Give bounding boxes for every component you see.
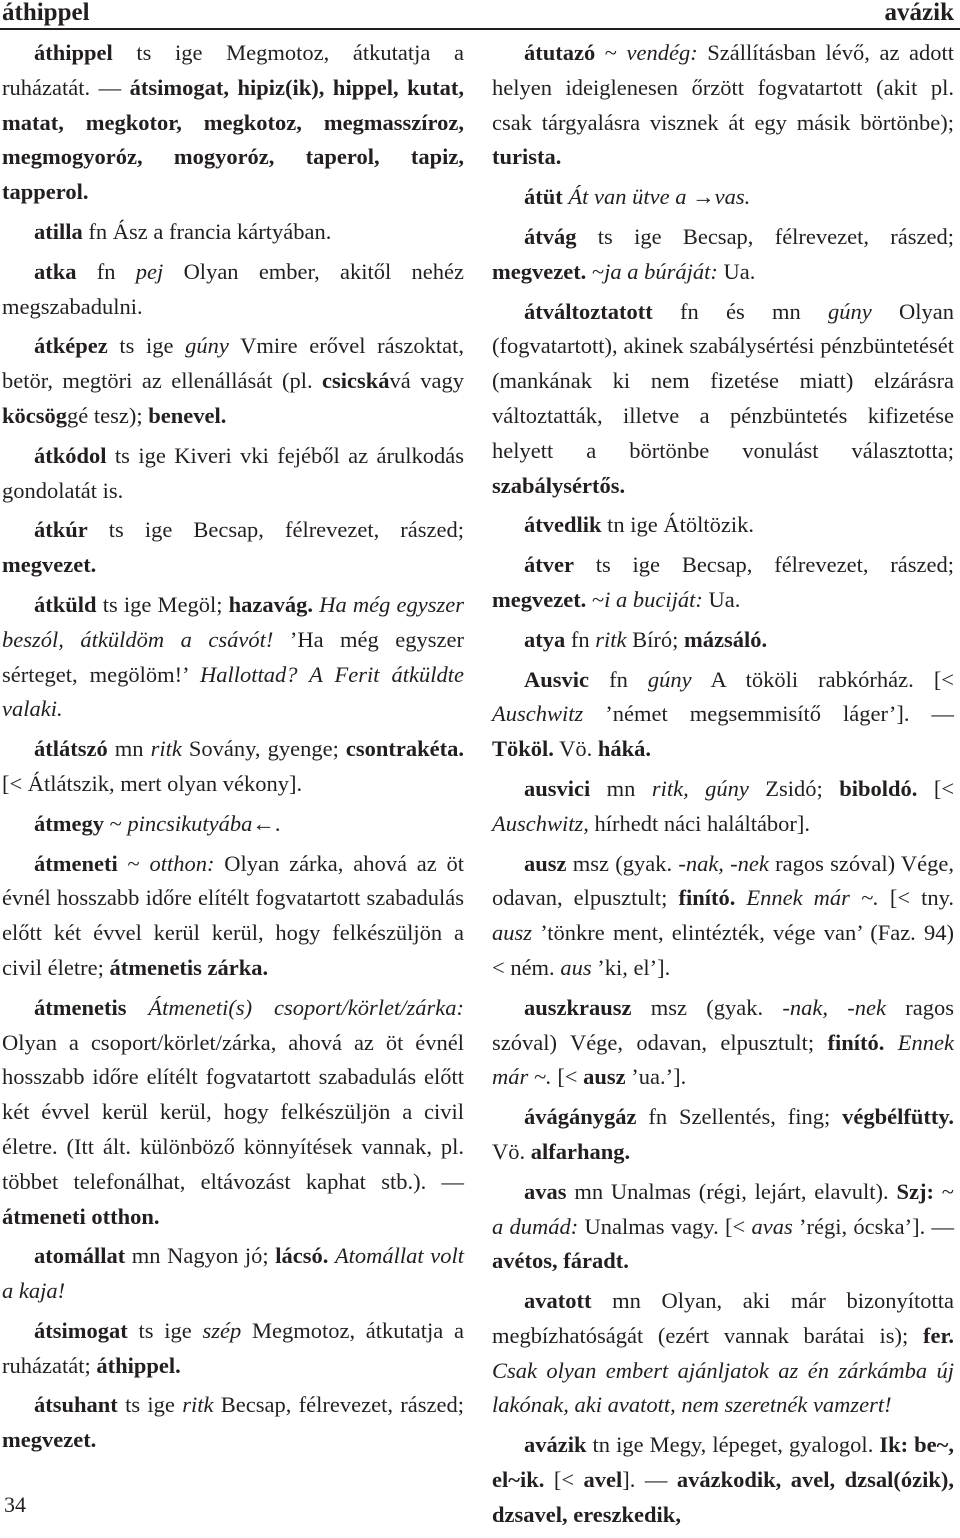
dictionary-entry (492, 991, 954, 1095)
entry-text: [< (917, 775, 955, 801)
entry-bold-text: ausz (583, 1064, 626, 1090)
entry-bold-text: átmenetis (34, 994, 127, 1020)
entry-text: ~ (103, 810, 128, 836)
entry-text: msz (gyak. (631, 994, 783, 1020)
entry-text: ts ige Kiveri vki fejéből az árulkodás gondolatát is. (2, 442, 464, 503)
entry-bold-text: átmeneti (34, 850, 118, 876)
entry-bold-text: alfarhang. (530, 1138, 631, 1164)
entry-italic-text: Auschwitz (492, 701, 584, 727)
entry-bold-text: avatott (524, 1288, 592, 1314)
entry-text: Szállításban lévő, az adott helyen ideiglenesen őrzött fogvatartott (akit pl. csak tárgyalásra visznek át egy másik börtönbe); (492, 40, 954, 135)
entry-text: mn (107, 736, 151, 762)
entry-text (884, 1030, 897, 1055)
entry-text: Becsap, félrevezet, rászed; (213, 1392, 464, 1418)
right-column (492, 36, 954, 1538)
entry-text: ~ (595, 40, 627, 65)
entry-italic-text: Át van ütve a (568, 184, 687, 210)
entry-text: ragos szóval) Vége, odavan, elpusztult; (492, 850, 954, 911)
entry-italic-text: ritk (182, 1392, 214, 1418)
entry-bold-text: átsimogat (34, 1317, 128, 1343)
entry-italic-text: Átmeneti(s) csoport/körlet/zárka: (148, 994, 465, 1020)
entry-text: ←. (252, 810, 281, 836)
entry-bold-text: átsuhant (34, 1392, 118, 1418)
entry-text: ts ige Becsap, félrevezet, rászed; (87, 517, 464, 543)
entry-bold-text: végbélfütty. (842, 1104, 954, 1130)
entry-text: Megmotoz, átkutatja a ruházatát; (2, 1317, 464, 1378)
entry-bold-text: avel (583, 1467, 623, 1493)
dictionary-entry (492, 663, 954, 767)
entry-italic-text: ritk, gúny (651, 775, 749, 801)
entry-bold-text: ávágánygáz (524, 1104, 637, 1130)
entry-italic-text: i a buciját: (604, 586, 703, 612)
entry-text: Olyan ember, akitől nehéz megszabadulni. (2, 258, 464, 319)
dictionary-entry (2, 1239, 464, 1309)
header-right-word: avázik (884, 0, 954, 26)
entry-bold-text: biboldó. (839, 775, 918, 801)
entry-bold-text: megvezet. (2, 1427, 97, 1453)
entry-italic-text: Atomállat volt a kaja! (2, 1243, 464, 1304)
entry-bold-text: csontrakéta. (345, 736, 464, 762)
entry-bold-text: átutazó (524, 40, 596, 65)
entry-bold-text: atilla (34, 218, 83, 244)
entry-bold-text: átmenetis zárka. (109, 954, 269, 980)
entry-bold-text: átvág (524, 223, 577, 249)
entry-text: mn Unalmas (régi, lejárt, elavult). (566, 1178, 897, 1204)
entry-italic-text: ritk (595, 626, 627, 652)
entry-text: ’német megsemmisítő láger’]. — (583, 701, 954, 727)
entry-bold-text: köcsög (2, 402, 68, 428)
entry-italic-text: avas (751, 1213, 793, 1239)
entry-text: mn Nagyon jó; (125, 1243, 276, 1269)
entry-text: ts ige Megöl; (96, 591, 229, 617)
entry-text: → (686, 184, 715, 210)
entry-italic-text: Hallottad? A Ferit átküldte valaki. (2, 661, 464, 722)
dictionary-entry (492, 623, 954, 658)
entry-bold-text: atka (34, 258, 77, 284)
entry-italic-text: otthon: (149, 850, 215, 876)
entry-bold-text: atomállat (34, 1243, 126, 1269)
entry-bold-text: avázik (524, 1432, 587, 1458)
entry-italic-text: ritk (150, 736, 182, 762)
entry-text: ragos szóval) Vége, odavan, elpusztult; (492, 994, 954, 1055)
entry-bold-text: átsimogat, hipiz(ik), hippel, kutat, matat, megkotor, megkotoz, megmasszíroz, megmogyoróz, mogyoróz, taperol, tapiz, tapperol. (2, 74, 464, 205)
entry-text: ]. — (622, 1467, 677, 1493)
entry-text: tn ige Átöltözik. (601, 512, 754, 538)
entry-text: ~ (117, 850, 150, 876)
entry-bold-text: auszkrausz (524, 994, 632, 1020)
entry-bold-text: csicská (322, 368, 390, 394)
entry-bold-text: mázsáló. (684, 626, 768, 652)
dictionary-entry (2, 329, 464, 433)
entry-bold-text: átver (524, 552, 574, 578)
entry-italic-text: Csak olyan embert ajánljatok az én zárkámba új lakónak, aki avatott, nem szeretnék vamzert! (492, 1357, 954, 1418)
dictionary-entry (492, 1100, 954, 1170)
entry-bold-text: turista. (492, 144, 562, 170)
entry-bold-text: áthippel. (96, 1352, 181, 1378)
entry-italic-text: szép (202, 1317, 242, 1343)
entry-text: vá vagy (389, 368, 464, 394)
dictionary-entry (492, 1284, 954, 1423)
entry-text: ts ige (127, 1317, 203, 1343)
entry-text: Olyan a csoport/körlet/zárka, ahová az öt évnél hosszabb időre elítélt fogvatartott szabadulás előtt két évvel kerül kerül, hogy felkészüljön a civil életre. (Itt ált. különböző könnyítések vannak, pl. többet telefonálhat, eltávozást kaphat stb.). — (2, 1029, 464, 1194)
entry-bold-text: Szj: (896, 1178, 934, 1204)
entry-italic-text: -nak, -nek (782, 994, 886, 1020)
entry-italic-text: Auschwitz, (492, 810, 589, 836)
header-rule (0, 28, 960, 30)
entry-text: [< Átlátszik, mert olyan vékony]. (2, 770, 303, 796)
entry-text: Bíró; (626, 626, 685, 652)
entry-text: msz (gyak. (566, 850, 679, 876)
entry-text: mn (590, 775, 652, 801)
dictionary-entry (492, 295, 954, 504)
entry-bold-text: átképez (34, 333, 108, 359)
entry-italic-text: gúny (185, 333, 229, 359)
entry-text: [< (551, 1064, 584, 1090)
entry-text: ~ (933, 1178, 954, 1204)
dictionary-entry (492, 36, 954, 175)
entry-bold-text: megvezet. (492, 586, 587, 612)
entry-text: fn Ász a francia kártyában. (82, 218, 332, 244)
dictionary-entry (2, 439, 464, 509)
entry-text: fn és mn (652, 298, 828, 324)
dictionary-entry (2, 36, 464, 210)
entry-bold-text: avázkodik, avel, dzsal(ózik), dzsavel, ereszkedik, (492, 1467, 954, 1527)
entry-text: ’tönkre ment, elintézték, vége van’ (Faz. 94) < ném. (492, 920, 954, 980)
entry-text: Zsidó; (748, 775, 840, 801)
entry-bold-text: megvezet. (2, 552, 97, 578)
left-column (2, 36, 464, 1463)
entry-bold-text: benevel. (148, 402, 227, 428)
page-number: 34 (4, 1492, 26, 1517)
entry-bold-text: ausvici (524, 775, 591, 801)
entry-italic-text: Ha még egyszer beszól, átküldöm a csávót! (2, 591, 464, 652)
entry-bold-text: átváltoztatott (524, 298, 653, 324)
entry-text: Olyan (fogvatartott), akinek szabálysértési pénzbüntetését (mankának ki nem fizetése miatt) elzárásra változtatták, illetve a pénzbüntetés kifizetése helyett a börtönbe vonulást választotta; (492, 298, 954, 463)
dictionary-entry (2, 807, 464, 842)
entry-text: fn (565, 626, 596, 652)
dictionary-entry (492, 1428, 954, 1532)
entry-bold-text: finító. (678, 885, 736, 911)
entry-bold-text: Ik: be~, el~ik. (492, 1432, 954, 1493)
entry-italic-text: aus (560, 954, 592, 980)
entry-text: [< tny. (878, 885, 955, 911)
entry-bold-text: átkódol (34, 442, 107, 468)
entry-text: ts ige Megmotoz, átkutatja a ruházatát. — (2, 40, 464, 100)
entry-bold-text: fer. (922, 1322, 954, 1348)
entry-text: ’ua.’]. (625, 1064, 687, 1090)
entry-text: Ua. (717, 258, 756, 284)
entry-text: ’Ha még egyszer sérteget, megölöm!’ (2, 626, 464, 687)
entry-text: fn (589, 666, 648, 692)
entry-bold-text: lácsó. (275, 1243, 329, 1269)
entry-italic-text: pej (135, 258, 164, 284)
entry-italic-text: Ennek már ~. (492, 1029, 955, 1090)
dictionary-entry (492, 1175, 954, 1279)
entry-italic-text: a dumád: (492, 1213, 579, 1239)
dictionary-entry (492, 220, 954, 290)
entry-text: [< (544, 1467, 584, 1493)
entry-text: Unalmas vagy. [< (578, 1213, 752, 1239)
entry-text: Ua. (702, 586, 741, 612)
entry-italic-text: vas. (714, 184, 751, 210)
entry-text: gé tesz); (67, 402, 149, 428)
dictionary-entry (492, 508, 954, 543)
dictionary-entry (492, 847, 954, 986)
header-left-word: áthippel (2, 0, 90, 26)
entry-bold-text: Tököl. (492, 736, 554, 762)
entry-text: mn Olyan, aki már bizonyította megbízhatóságát (ezért vannak barátai is); (492, 1288, 954, 1348)
entry-bold-text: atya (524, 626, 566, 652)
entry-bold-text: átüt (524, 184, 563, 210)
entry-text: A tököli rabkórház. [< (691, 666, 954, 692)
entry-text (126, 995, 148, 1020)
entry-text: fn (76, 258, 136, 284)
entry-text: ~ (586, 586, 605, 612)
dictionary-entry (492, 772, 954, 842)
entry-text: ts ige Becsap, félrevezet, rászed; (576, 223, 954, 249)
entry-bold-text: ausz (524, 850, 567, 876)
entry-italic-text: vendég: (626, 40, 698, 65)
entry-bold-text: avas (524, 1178, 567, 1204)
entry-bold-text: háká. (597, 736, 652, 762)
dictionary-entry (492, 548, 954, 618)
entry-text: ts ige (117, 1392, 183, 1418)
entry-text: Vö. (553, 736, 598, 762)
entry-bold-text: avétos, fáradt. (492, 1248, 629, 1274)
entry-bold-text: átlátszó (34, 736, 108, 762)
entry-bold-text: átküld (34, 591, 97, 617)
entry-text: fn Szellentés, fing; (636, 1104, 843, 1130)
entry-italic-text: ausz (492, 920, 533, 946)
entry-bold-text: megvezet. (492, 258, 587, 284)
dictionary-entry (2, 588, 464, 727)
dictionary-entry (2, 215, 464, 250)
dictionary-entry (2, 991, 464, 1235)
entry-text: ts ige Becsap, félrevezet, rászed; (573, 552, 954, 578)
dictionary-entry (2, 1388, 464, 1458)
dictionary-entry (2, 255, 464, 325)
entry-italic-text: gúny (647, 666, 692, 692)
entry-italic-text: ja a búráját: (604, 258, 718, 284)
entry-bold-text: átmeneti otthon. (2, 1203, 160, 1229)
entry-text: hírhedt náci haláltábor]. (588, 810, 811, 836)
entry-text: ’ki, el’]. (591, 954, 671, 980)
entry-italic-text: pincsikutyába (127, 810, 253, 836)
entry-bold-text: finító. (827, 1029, 885, 1055)
entry-text: Sovány, gyenge; (181, 736, 346, 762)
entry-bold-text: Ausvic (524, 666, 590, 692)
entry-text: tn ige Megy, lépeget, gyalogol. (586, 1432, 880, 1458)
entry-bold-text: átmegy (34, 810, 104, 836)
entry-italic-text: -nak, -nek (678, 850, 769, 876)
dictionary-entry (2, 513, 464, 583)
dictionary-entry (2, 847, 464, 986)
dictionary-entry (492, 180, 954, 215)
entry-text: Olyan zárka, ahová az öt évnél hosszabb időre elítélt fogvatartott szabadulás előtt két évvel kerül kerül, hogy felkészüljön a civil életre; (2, 850, 464, 980)
entry-text (328, 1243, 335, 1268)
entry-bold-text: átkúr (34, 517, 88, 543)
entry-text (735, 885, 746, 910)
entry-text: ts ige (107, 333, 186, 359)
entry-text: Vmire erővel rászoktat, betör, megtöri az ellenállását (pl. (2, 333, 464, 394)
entry-italic-text: Ennek már ~. (746, 885, 879, 911)
entry-italic-text: gúny (827, 298, 872, 324)
entry-bold-text: áthippel (34, 40, 113, 65)
entry-bold-text: átvedlik (524, 512, 602, 538)
entry-text: Vö. (492, 1138, 531, 1164)
entry-text: ~ (586, 258, 605, 284)
entry-bold-text: szabálysértős. (492, 472, 626, 498)
dictionary-entry (2, 732, 464, 802)
entry-text: ’régi, ócska’]. — (792, 1213, 954, 1239)
dictionary-entry (2, 1314, 464, 1384)
entry-bold-text: hazavág. (228, 591, 314, 617)
